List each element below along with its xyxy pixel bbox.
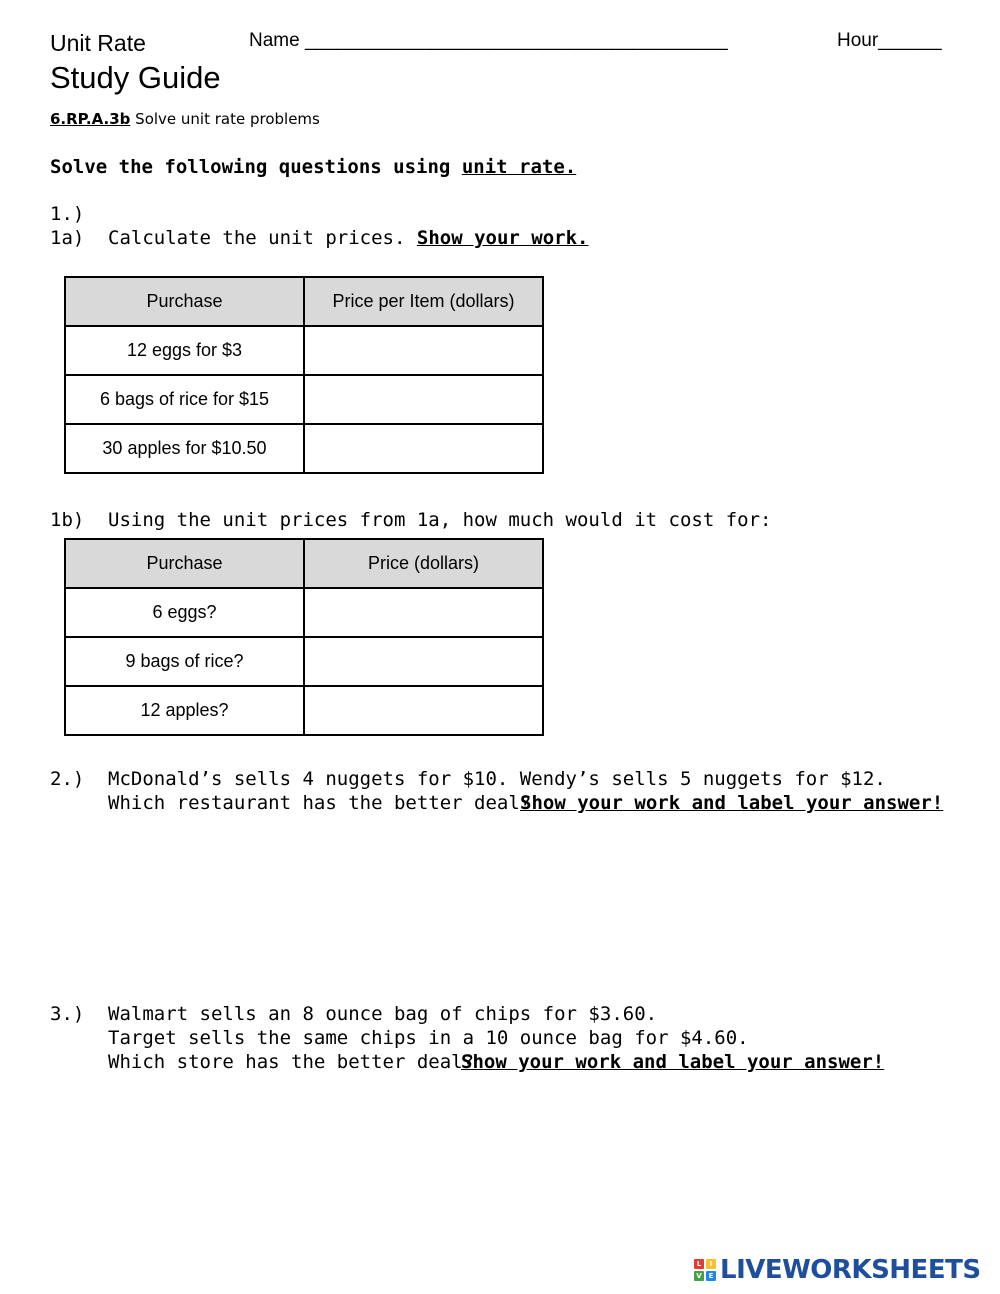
- unit-price-table: [64, 276, 544, 474]
- table-header-price-per-item: Price per Item (dollars): [304, 277, 543, 326]
- logo-text: LIVEWORKSHEETS: [720, 1255, 981, 1285]
- liveworksheets-logo: [694, 1255, 981, 1285]
- purchase-cell: 30 apples for $10.50: [65, 424, 304, 473]
- table-row: [65, 326, 543, 375]
- standard-line: [50, 110, 320, 128]
- logo-mark-tile: E: [706, 1271, 716, 1281]
- table-row: [65, 588, 543, 637]
- q2-line1: McDonald’s sells 4 nuggets for $10. Wendy’s sells 5 nuggets for $12.: [108, 768, 886, 790]
- purchase-cell: 6 eggs?: [65, 588, 304, 637]
- answer-cell[interactable]: [304, 375, 543, 424]
- q2-emphasis: Show your work and label your answer!: [520, 792, 944, 814]
- instructions: [50, 156, 576, 178]
- q2-number: 2.): [50, 768, 85, 790]
- q1b-text: Using the unit prices from 1a, how much would it cost for:: [108, 509, 772, 531]
- instructions-emphasis: unit rate.: [461, 156, 577, 178]
- table-row: [65, 375, 543, 424]
- q3-line1: Walmart sells an 8 ounce bag of chips for $3.60.: [108, 1003, 658, 1025]
- purchase-cell: 6 bags of rice for $15: [65, 375, 304, 424]
- answer-cell[interactable]: [304, 637, 543, 686]
- hour-field: Hour______: [837, 30, 942, 51]
- logo-mark-tile: I: [706, 1259, 716, 1269]
- logo-mark-tile: V: [694, 1271, 704, 1281]
- q3-line3: Which store has the better deal?: [108, 1051, 475, 1073]
- answer-cell[interactable]: [304, 424, 543, 473]
- q1a-text: Calculate the unit prices.: [108, 227, 406, 249]
- table-row: [65, 637, 543, 686]
- price-table: [64, 538, 544, 736]
- q1a-prompt: [108, 227, 588, 249]
- purchase-cell: 12 apples?: [65, 686, 304, 735]
- standard-description: Solve unit rate problems: [135, 110, 320, 128]
- q3-line2: Target sells the same chips in a 10 ounce bag for $4.60.: [108, 1027, 749, 1049]
- title-unit-rate: Unit Rate: [50, 30, 146, 56]
- answer-cell[interactable]: [304, 326, 543, 375]
- instructions-text: Solve the following questions using: [50, 156, 462, 178]
- table-header-row: [65, 539, 543, 588]
- q1-number: 1.): [50, 203, 85, 225]
- q2-line2: Which restaurant has the better deal?: [108, 792, 532, 814]
- q3-number: 3.): [50, 1003, 85, 1025]
- table-header-purchase: Purchase: [65, 277, 304, 326]
- answer-cell[interactable]: [304, 686, 543, 735]
- table-header-price: Price (dollars): [304, 539, 543, 588]
- q3-emphasis: Show your work and label your answer!: [461, 1051, 885, 1073]
- purchase-cell: 9 bags of rice?: [65, 637, 304, 686]
- q1a-label: 1a): [50, 227, 85, 249]
- table-row: [65, 686, 543, 735]
- purchase-cell: 12 eggs for $3: [65, 326, 304, 375]
- logo-mark-tile: L: [694, 1259, 704, 1269]
- q1b-label: 1b): [50, 509, 85, 531]
- answer-cell[interactable]: [304, 588, 543, 637]
- table-header-row: [65, 277, 543, 326]
- liveworksheets-logo-icon: [694, 1259, 716, 1281]
- table-row: [65, 424, 543, 473]
- title-study-guide: Study Guide: [50, 60, 221, 95]
- name-field: Name ________________________________________: [249, 30, 728, 51]
- standard-code: 6.RP.A.3b: [50, 110, 131, 128]
- table-header-purchase: Purchase: [65, 539, 304, 588]
- q1a-emphasis: Show your work.: [416, 227, 589, 249]
